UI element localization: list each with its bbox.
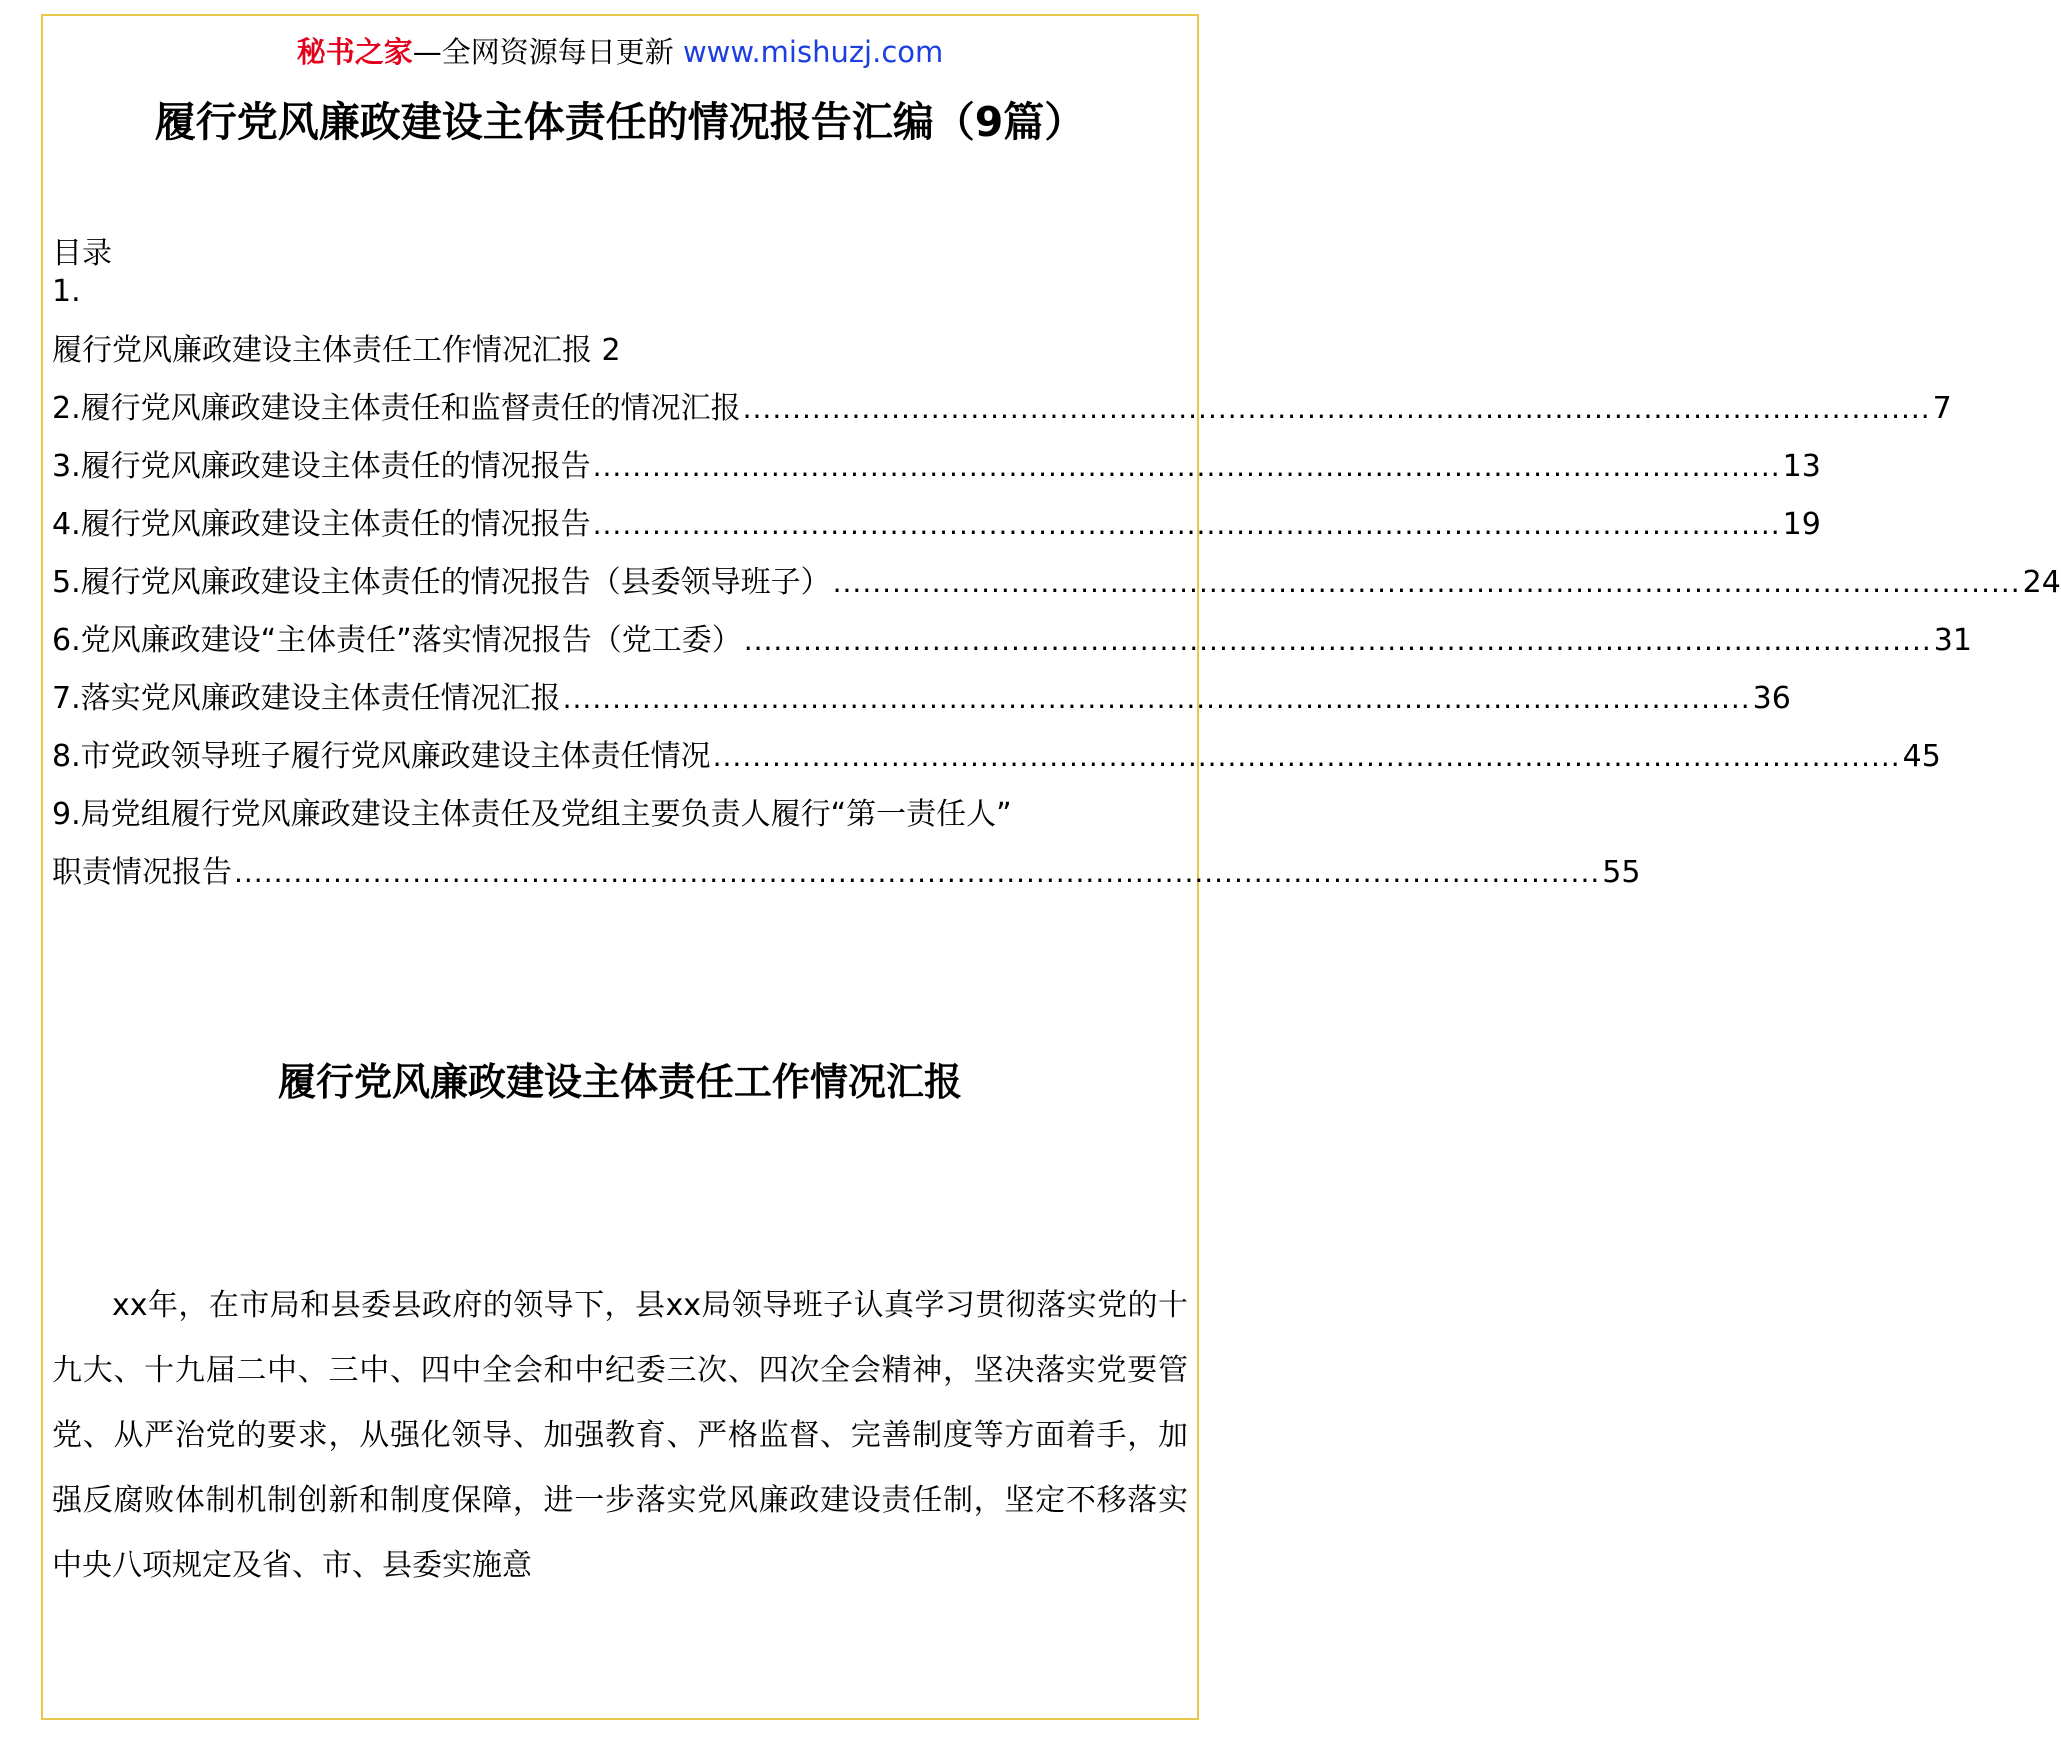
toc-item-5[interactable] [52, 561, 2061, 605]
toc-item-6[interactable] [52, 619, 1972, 663]
toc-item-1-number[interactable]: 1. [52, 274, 81, 309]
toc-item-9-line-1[interactable]: 9.局党组履行党风廉政建设主体责任及党组主要负责人履行“第一责任人” [52, 797, 1012, 832]
toc-leader-dots: ........................................................................................................................ [832, 566, 2021, 599]
toc-item-text: 6.党风廉政建设“主体责任”落实情况报告（党工委） [52, 623, 742, 658]
section-title: 履行党风廉政建设主体责任工作情况汇报 [277, 1060, 962, 1104]
toc-heading: 目录 [52, 236, 112, 271]
toc-page-number: 31 [1933, 623, 1972, 658]
toc-item-text: 4.履行党风廉政建设主体责任的情况报告 [52, 507, 591, 542]
toc-leader-dots: .......................................................................................................................................... [234, 856, 1601, 889]
toc-item-2[interactable] [52, 387, 1952, 431]
site-tagline: —全网资源每日更新 [412, 35, 674, 69]
toc-item-9-line-2[interactable] [52, 851, 1641, 895]
site-brand: 秘书之家 [296, 35, 413, 69]
toc-item-8[interactable] [52, 735, 1941, 779]
toc-item-text: 7.落实党风廉政建设主体责任情况汇报 [52, 681, 561, 716]
toc-page-number: 55 [1602, 855, 1641, 890]
site-header [0, 32, 1240, 72]
toc-page-number: 24 [2022, 565, 2061, 600]
toc-page-number: 13 [1782, 449, 1821, 484]
toc-item-text: 8.市党政领导班子履行党风廉政建设主体责任情况 [52, 739, 711, 774]
toc-leader-dots: ........................................................................................................................ [592, 508, 1781, 541]
site-url-link[interactable]: www.mishuzj.com [682, 35, 944, 69]
toc-item-4[interactable] [52, 503, 1821, 547]
toc-page-number: 19 [1782, 507, 1821, 542]
toc-page-number: 36 [1752, 681, 1791, 716]
toc-item-text: 2.履行党风廉政建设主体责任和监督责任的情况汇报 [52, 391, 741, 426]
toc-page-number: 45 [1902, 739, 1941, 774]
toc-page-number: 7 [1932, 391, 1952, 426]
toc-item-text: 职责情况报告 [52, 855, 232, 890]
toc-item-7[interactable] [52, 677, 1791, 721]
toc-leader-dots: ........................................................................................................................ [562, 682, 1751, 715]
toc-leader-dots: ........................................................................................................................ [592, 450, 1781, 483]
toc-item-1[interactable]: 履行党风廉政建设主体责任工作情况汇报 2 [52, 333, 621, 368]
toc-leader-dots: ........................................................................................................................ [742, 392, 1931, 425]
toc-leader-dots: ........................................................................................................................ [712, 740, 1901, 773]
document-title: 履行党风廉政建设主体责任的情况报告汇编（9篇） [154, 98, 1086, 146]
toc-item-text: 3.履行党风廉政建设主体责任的情况报告 [52, 449, 591, 484]
body-paragraph: xx年，在市局和县委县政府的领导下，县xx局领导班子认真学习贯彻落实党的十九大、十九届二中、三中、四中全会和中纪委三次、四次全会精神，坚决落实党要管党、从严治党的要求，从强化领导、加强教育、严格监督、完善制度等方面着手，加强反腐败体制机制创新和制度保障，进一步落实党风廉政建设责任制，坚定不移落实中央八项规定及省、市、县委实施意 [52, 1288, 1188, 1583]
toc-leader-dots: ........................................................................................................................ [743, 624, 1932, 657]
toc-item-3[interactable] [52, 445, 1821, 489]
toc-item-text: 5.履行党风廉政建设主体责任的情况报告（县委领导班子） [52, 565, 831, 600]
